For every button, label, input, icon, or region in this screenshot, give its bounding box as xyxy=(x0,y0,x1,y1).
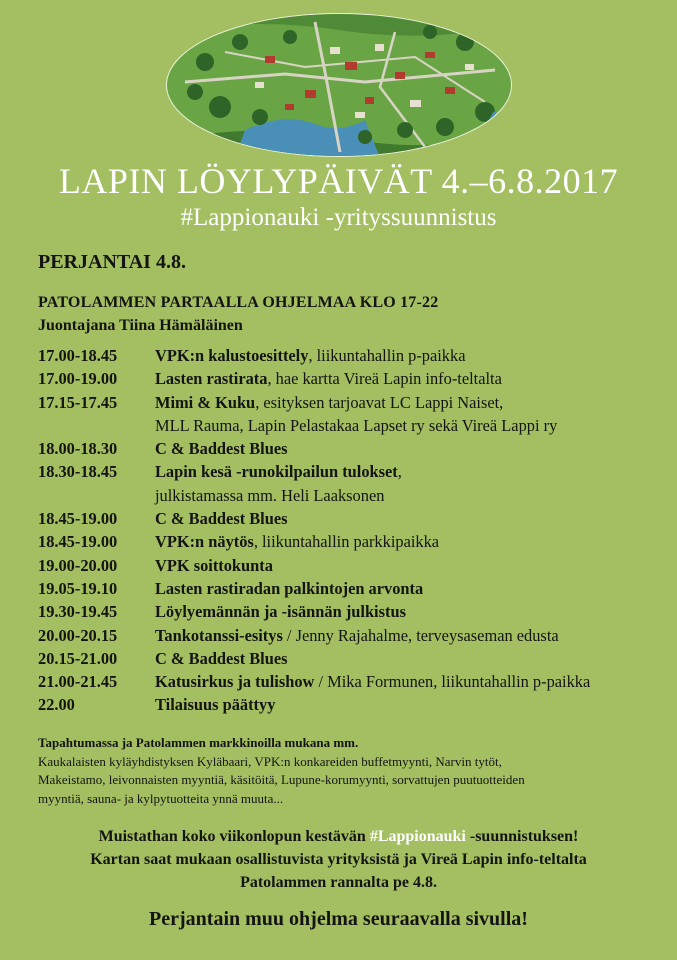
schedule-time: 17.00-18.45 xyxy=(38,346,118,365)
host-line: Juontajana Tiina Hämäläinen xyxy=(38,317,243,334)
schedule-detail: , xyxy=(397,462,402,482)
schedule-event: VPK:n näytös xyxy=(155,532,254,552)
schedule-row xyxy=(38,507,668,530)
reminder-text: -suunnistuksen! xyxy=(465,828,579,845)
schedule-event: Lapin kesä -runokilpailun tulokset xyxy=(155,462,398,482)
schedule-time: 18.45-19.00 xyxy=(38,509,118,529)
schedule-detail: , hae kartta Vireä Lapin info-teltalta xyxy=(267,369,502,389)
schedule-row xyxy=(38,600,668,623)
schedule-row xyxy=(38,647,668,670)
schedule-row xyxy=(38,391,668,414)
page-title: LAPIN LÖYLYPÄIVÄT 4.–6.8.2017 xyxy=(58,161,619,201)
schedule-list xyxy=(38,344,668,717)
schedule-event: VPK soittokunta xyxy=(155,555,273,575)
schedule-description xyxy=(155,624,668,647)
schedule-time: 20.00-20.15 xyxy=(38,625,118,645)
schedule-row xyxy=(38,624,668,647)
schedule-row xyxy=(38,437,668,460)
schedule-row xyxy=(38,530,668,553)
schedule-description xyxy=(155,693,668,716)
schedule-description xyxy=(155,507,668,530)
section-heading: PATOLAMMEN PARTAALLA OHJELMAA KLO 17-22 xyxy=(38,294,439,311)
village-map-illustration xyxy=(165,12,513,158)
schedule-continuation: julkistamassa mm. Heli Laaksonen xyxy=(155,485,385,505)
schedule-detail: / Jenny Rajahalme, terveysaseman edusta xyxy=(282,625,559,645)
schedule-event: Lasten rastirata xyxy=(155,369,268,389)
schedule-description xyxy=(155,344,668,367)
schedule-description xyxy=(155,577,668,600)
schedule-time: 18.45-19.00 xyxy=(38,532,118,552)
reminder-text: Muistathan koko viikonlopun kestävän xyxy=(98,828,370,845)
schedule-description xyxy=(155,554,668,577)
schedule-continuation: MLL Rauma, Lapin Pelastakaa Lapset ry sekä Vireä Lappi ry xyxy=(155,415,558,435)
schedule-event: Löylyemännän ja -isännän julkistus xyxy=(155,602,406,622)
schedule-event: C & Baddest Blues xyxy=(155,509,288,529)
schedule-event: Tankotanssi-esitys xyxy=(155,625,283,645)
schedule-description xyxy=(155,600,668,623)
page-subtitle: #Lappionauki -yrityssuunnistus xyxy=(180,204,497,231)
schedule-description xyxy=(155,437,668,460)
market-heading: Tapahtumassa ja Patolammen markkinoilla mukana mm. xyxy=(38,735,359,750)
schedule-time: 19.30-19.45 xyxy=(38,602,118,622)
schedule-event: Lasten rastiradan palkintojen arvonta xyxy=(155,578,424,598)
schedule-row xyxy=(38,670,668,693)
schedule-row xyxy=(38,577,668,600)
schedule-time: 19.05-19.10 xyxy=(38,578,118,598)
reminder-line-2: Kartan saat mukaan osallistuvista yrityksistä ja Vireä Lapin info-teltalta xyxy=(90,851,587,868)
schedule-time: 17.15-17.45 xyxy=(38,392,118,412)
schedule-row xyxy=(38,554,668,577)
schedule-detail: / Mika Formunen, liikuntahallin p-paikka xyxy=(314,672,591,692)
schedule-time: 22.00 xyxy=(38,695,75,715)
market-info xyxy=(38,734,658,808)
market-line: Kaukalaisten kyläyhdistyksen Kyläbaari, VPK:n konkareiden buffetmyynti, Narvin tytöt, xyxy=(38,753,502,769)
reminder-line-1 xyxy=(0,825,677,848)
schedule-time: 17.00-19.00 xyxy=(38,369,118,389)
schedule-time: 20.15-21.00 xyxy=(38,648,118,668)
schedule-time: 21.00-21.45 xyxy=(38,672,118,692)
schedule-description xyxy=(155,647,668,670)
reminder-line-3: Patolammen rannalta pe 4.8. xyxy=(240,874,437,891)
schedule-event: C & Baddest Blues xyxy=(155,439,288,459)
schedule-event: VPK:n kalustoesittely xyxy=(155,346,309,365)
schedule-description xyxy=(155,391,668,414)
schedule-description xyxy=(155,530,668,553)
schedule-time: 18.00-18.30 xyxy=(38,439,118,459)
day-heading: PERJANTAI 4.8. xyxy=(38,251,186,273)
schedule-description xyxy=(155,367,668,390)
schedule-row xyxy=(38,344,668,367)
footer-note: Perjantain muu ohjelma seuraavalla sivulla! xyxy=(149,908,528,930)
schedule-row xyxy=(38,460,668,483)
schedule-detail: , liikuntahallin parkkipaikka xyxy=(253,532,440,552)
schedule-event: Katusirkus ja tulishow xyxy=(155,672,315,692)
schedule-time: 19.00-20.00 xyxy=(38,555,118,575)
schedule-row xyxy=(38,693,668,716)
market-line: myyntiä, sauna- ja kylpytuotteita ynnä muuta... xyxy=(38,790,284,806)
schedule-description xyxy=(155,670,668,693)
schedule-event: Tilaisuus päättyy xyxy=(155,695,276,715)
schedule-event: Mimi & Kuku xyxy=(155,392,256,412)
schedule-event: C & Baddest Blues xyxy=(155,648,288,668)
schedule-detail: , esityksen tarjoavat LC Lappi Naiset, xyxy=(255,392,504,412)
market-line: Makeistamo, leivonnaisten myyntiä, käsitöitä, Lupune-korumyynti, sorvattujen puutuotteiden xyxy=(38,772,525,788)
schedule-row xyxy=(38,367,668,390)
schedule-description xyxy=(155,460,668,483)
schedule-time: 18.30-18.45 xyxy=(38,462,118,482)
orienteering-reminder xyxy=(0,825,677,894)
schedule-detail: , liikuntahallin p-paikka xyxy=(308,346,466,365)
hashtag: #Lappionauki xyxy=(369,828,466,845)
